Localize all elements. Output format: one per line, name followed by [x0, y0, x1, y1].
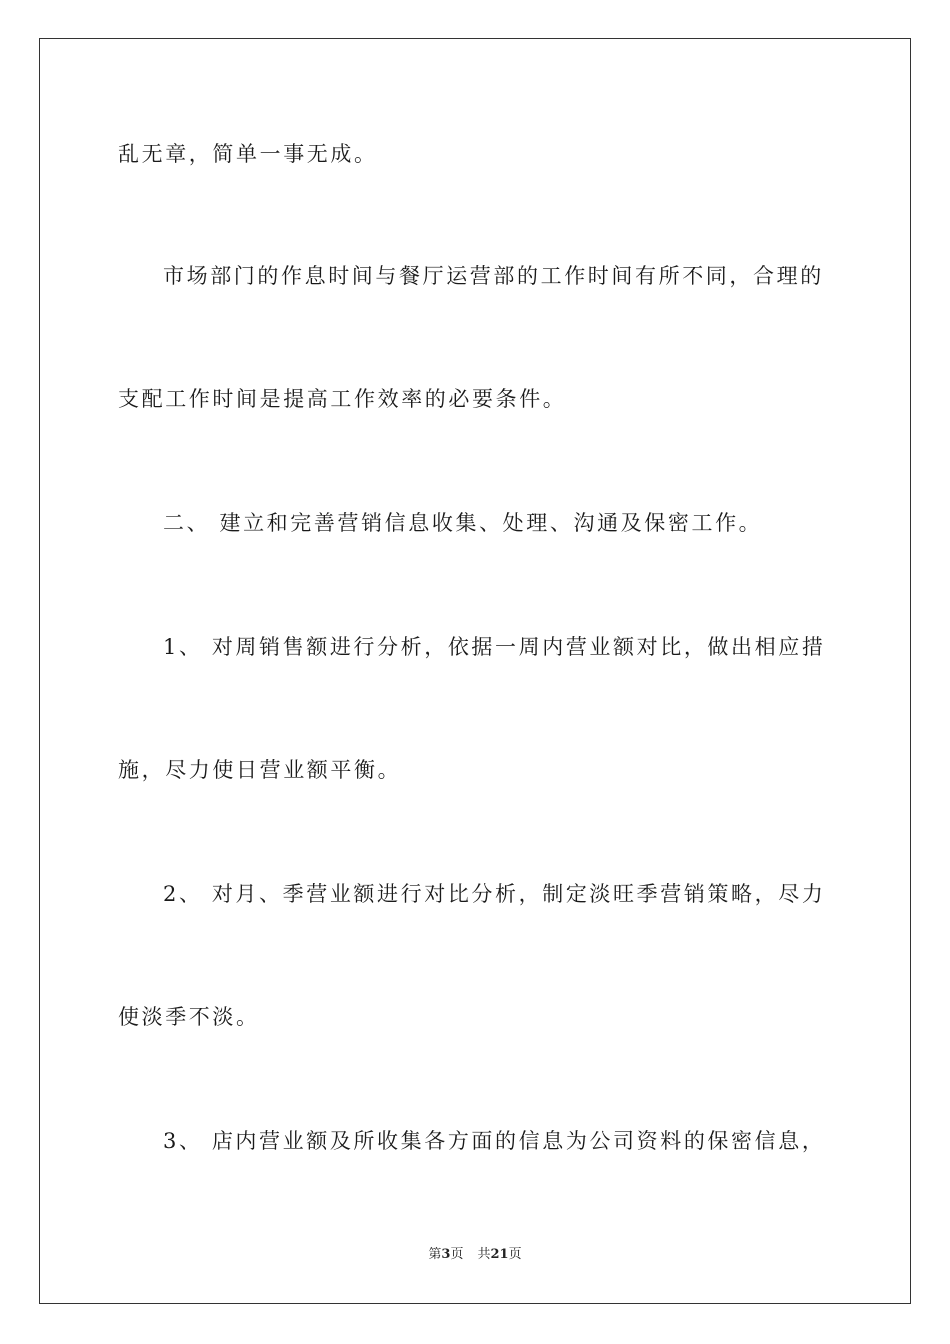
- page-footer: [0, 1246, 950, 1264]
- footer-page-number: 3: [441, 1247, 451, 1262]
- list-item-1-line-2: 施，尽力使日营业额平衡。: [118, 758, 402, 782]
- footer-total-suffix: 页: [508, 1247, 522, 1262]
- paragraph-line-1: 乱无章，简单一事无成。: [118, 142, 378, 166]
- footer-total-prefix: 共: [477, 1247, 491, 1262]
- paragraph-line-2: 市场部门的作息时间与餐厅运营部的工作时间有所不同，合理的: [163, 264, 824, 288]
- list-item-2-line-1: 2、 对月、季营业额进行对比分析，制定淡旺季营销策略，尽力: [163, 882, 826, 906]
- footer-page-suffix: 页: [450, 1247, 464, 1262]
- footer-total-pages: 21: [490, 1247, 509, 1262]
- footer-page-prefix: 第: [428, 1247, 442, 1262]
- list-item-2-line-2: 使淡季不淡。: [118, 1005, 260, 1029]
- paragraph-line-3: 支配工作时间是提高工作效率的必要条件。: [118, 387, 567, 411]
- list-item-1-line-1: 1、 对周销售额进行分析，依据一周内营业额对比，做出相应措: [163, 635, 826, 659]
- section-heading: 二、 建立和完善营销信息收集、处理、沟通及保密工作。: [163, 511, 763, 535]
- page-border: [39, 38, 911, 1304]
- list-item-3-line-1: 3、 店内营业额及所收集各方面的信息为公司资料的保密信息，: [163, 1129, 826, 1153]
